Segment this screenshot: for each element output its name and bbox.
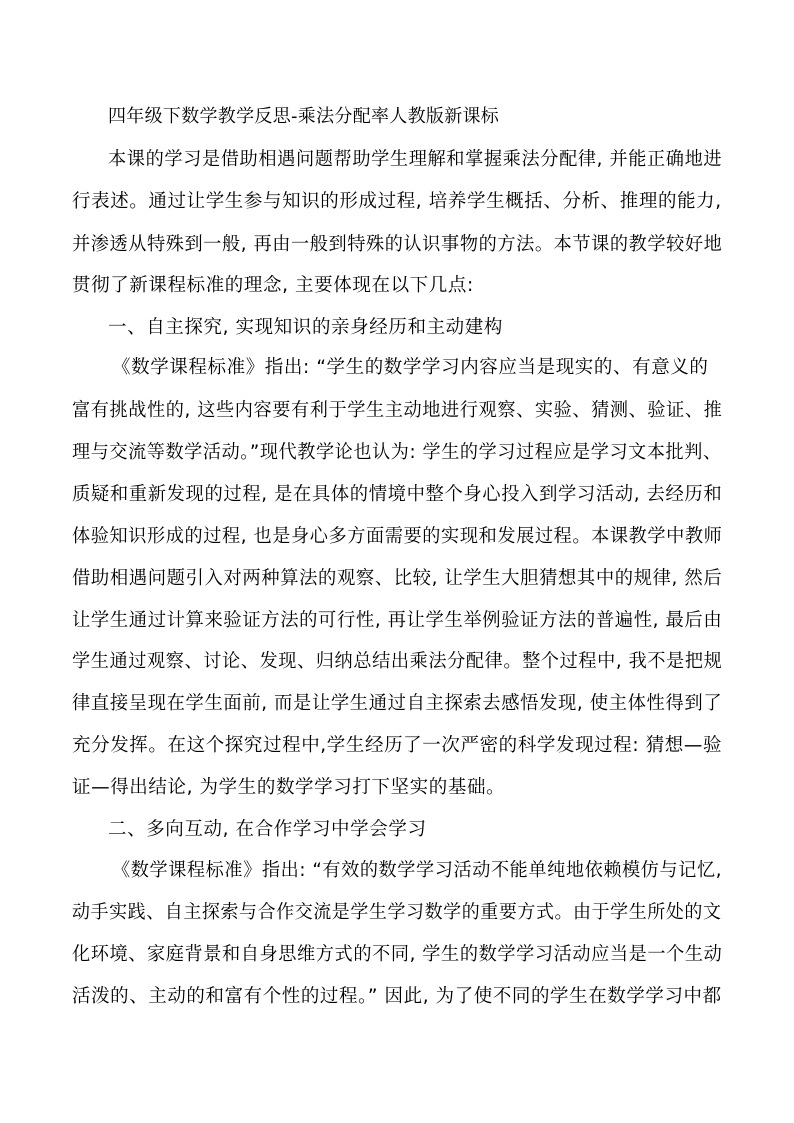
paragraph-1-line-4: 贯彻了新课程标准的理念, 主要体现在以下几点:: [72, 275, 474, 296]
section-heading-1: 一、自主探究, 实现知识的亲身经历和主动建构: [108, 317, 503, 338]
paragraph-2-line-11: 证—得出结论, 为学生的数学学习打下坚实的基础。: [72, 777, 506, 798]
paragraph-3-line-4: 活泼的、主动的和富有个性的过程。” 因此, 为了使不同的学生在数学学习中都: [72, 986, 722, 1007]
paragraph-2-line-3: 理与交流等数学活动。”现代教学论也认为: 学生的学习过程应是学习文本批判、: [72, 442, 722, 463]
paragraph-2-line-10: 充分发挥。在这个探究过程中,学生经历了一次严密的科学发现过程: 猜想—验: [72, 735, 723, 756]
paragraph-2-line-7: 让学生通过计算来验证方法的可行性, 再让学生举例验证方法的普遍性, 最后由: [72, 610, 723, 631]
paragraph-2-line-1: 《数学课程标准》指出: “学生的数学学习内容应当是现实的、有意义的: [112, 357, 709, 378]
paragraph-3-line-1: 《数学课程标准》指出: “有效的数学学习活动不能单纯地依赖模仿与记忆,: [112, 860, 723, 881]
paragraph-1-line-2: 行表述。通过让学生参与知识的形成过程, 培养学生概括、分析、推理的能力,: [72, 191, 722, 212]
paragraph-2-line-2: 富有挑战性的, 这些内容要有利于学生主动地进行观察、实验、猜测、验证、推: [72, 400, 723, 421]
section-heading-2: 二、多向互动, 在合作学习中学会学习: [108, 819, 427, 840]
paragraph-2-line-5: 体验知识形成的过程, 也是身心多方面需要的实现和发展过程。本课教学中教师: [72, 526, 723, 547]
paragraph-1-line-3: 并渗透从特殊到一般, 再由一般到特殊的认识事物的方法。本节课的教学较好地: [72, 234, 723, 255]
paragraph-3-line-2: 动手实践、自主探索与合作交流是学生学习数学的重要方式。由于学生所处的文: [72, 902, 722, 923]
document-title: 四年级下数学教学反思-乘法分配率人教版新课标: [108, 106, 500, 127]
paragraph-2-line-6: 借助相遇问题引入对两种算法的观察、比较, 让学生大胆猜想其中的规律, 然后: [72, 568, 723, 589]
paragraph-3-line-3: 化环境、家庭背景和自身思维方式的不同, 学生的数学学习活动应当是一个生动: [72, 944, 723, 965]
paragraph-1-line-1: 本课的学习是借助相遇问题帮助学生理解和掌握乘法分配律, 并能正确地进: [108, 149, 723, 170]
paragraph-2-line-9: 律直接呈现在学生面前, 而是让学生通过自主探索去感悟发现, 使主体性得到了: [72, 693, 723, 714]
paragraph-2-line-8: 学生通过观察、讨论、发现、归纳总结出乘法分配律。整个过程中, 我不是把规: [72, 651, 723, 672]
paragraph-2-line-4: 质疑和重新发现的过程, 是在具体的情境中整个身心投入到学习活动, 去经历和: [72, 484, 723, 505]
